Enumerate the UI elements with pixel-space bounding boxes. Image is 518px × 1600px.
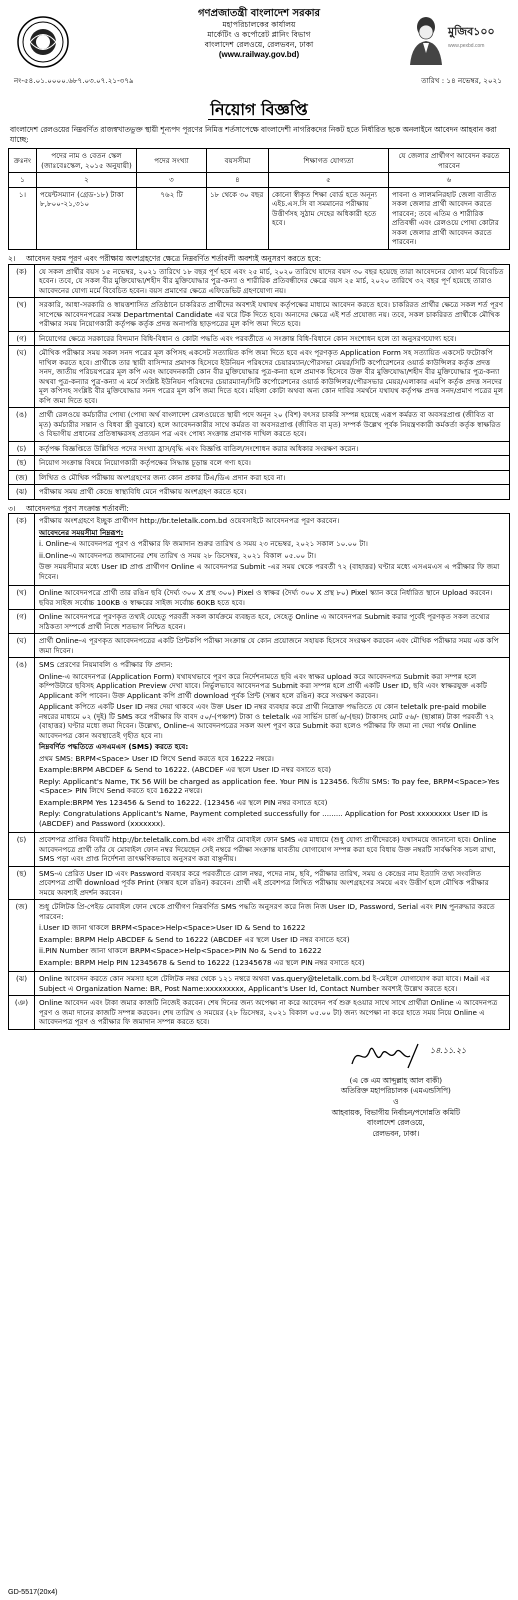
gov-title: গণপ্রজাতন্ত্রী বাংলাদেশ সরকার (198, 8, 320, 19)
condition-row (9, 331, 510, 346)
condition-text (35, 866, 510, 900)
col-number: ৩ (137, 173, 207, 188)
condition-row (9, 900, 510, 972)
condition-label: (চ) (9, 441, 35, 456)
condition-text: যে সকল প্রার্থীর বয়স ১৫ নভেম্বর, ২০২১ তারিখে ১৮ বছর পূর্ণ হবে এবং ২৫ মার্চ, ২০২০ তারিখে যাদের বয়স ৩০ বছর হয়েছে তারা আবেদনের যোগ্য মর্মে বিবেচিত হবেন। তবে, যে সকল বীর মুক্তিযোদ্ধা/শহীদ বীর মুক্তিযোদ্ধার পুত্র-কন্যা ও শারীরিক প্রতিবন্ধীদের ক্ষেত্রে বয়স ২৫ মার্চ, ২০২০ তারিখে ৩২ বছর পূর্ণ হয়েছে তারাও আবেদনের যোগ্য মর্মে বিবেচিত হবেন। বয়স প্রমাণের ক্ষেত্রে এফিডেভিট গ্রহণযোগ্য নয়। (35, 264, 510, 298)
condition-line: Online আবেদনপত্রে পূরণকৃত তথ্যই যেহেতু পরবর্তী সকল কার্যক্রমে ব্যবহৃত হবে, সেহেতু Online এ আবেদনপত্র Submit করার পূর্বেই পূরণকৃত সকল তথ্যের সঠিকতা সম্পর্কে প্রার্থী নিজে শতভাগ নিশ্চিত হবেন। (39, 612, 490, 631)
signature-block (8, 1036, 510, 1144)
signatory-details (332, 1076, 460, 1139)
logo-site: www.pexbd.com (448, 43, 485, 49)
notice-date: তারিখ : ১৪ নভেম্বর, ২০২১ (421, 76, 502, 85)
sms-instruction: ii.PIN Number জানা থাকলে BRPM<Space>Help<Space>PIN No & Send to 16222 (39, 946, 322, 956)
condition-row (9, 658, 510, 833)
table-header-row (9, 149, 510, 173)
condition-row (9, 586, 510, 610)
col-header-districts: যে জেলার প্রার্থীগণ আবেদন করতে পারবেন (389, 149, 510, 173)
table-number-row (9, 173, 510, 188)
condition-line: শুধু টেলিটক প্রি-পেইড মোবাইল ফোন থেকে প্রার্থীগণ নিম্নবর্ণিত SMS পদ্ধতি অনুসরণ করে নিজ নিজ User ID, Password, Serial এবং PIN পুনরুদ্ধার করতে পারবেন: (39, 902, 495, 921)
section-number: ২। (8, 253, 16, 263)
condition-line: আবেদনের সময়সীমা নিম্নরূপ: (39, 527, 124, 537)
condition-label: (খ) (9, 298, 35, 332)
condition-text (35, 900, 510, 972)
condition-text (35, 634, 510, 658)
condition-line: প্রার্থী Online-এ পূরণকৃত আবেদনপত্রের একটি প্রিন্টকপি পরীক্ষা সংক্রান্ত যে কোন প্রয়োজনে সহায়ক হিসেবে সংরক্ষণ করবেন এবং মৌখিক পরীক্ষার সময় এক কপি জমা দিবেন। (39, 636, 499, 655)
condition-row (9, 298, 510, 332)
condition-line: প্রবেশপত্র প্রাপ্তির বিষয়টি http://br.teletalk.com.bd এবং প্রার্থীর মোবাইল ফোন SMS এর মাধ্যমে (শুধু যোগ্য প্রার্থীদেরকে) যথাসময়ে জানানো হবে। Online আবেদনপত্রে প্রার্থী তাঁর যে মোবাইল ফোন নম্বর দিয়েছেন সেই নম্বরে পরীক্ষা সংক্রান্ত যাবতীয় যোগাযোগ সম্পন্ন করা হবে বিধায় উক্ত নম্বরটি সার্বক্ষণিক সচল রাখা, SMS পড়া এবং প্রাপ্ত নির্দেশনা তাৎক্ষণিকভাবে অনুসরণ করা বাঞ্ছনীয়। (39, 835, 497, 864)
condition-line: Applicant কপিতে একটি User ID নম্বর দেয়া থাকবে এবং উক্ত User ID নম্বর ব্যবহার করে প্রার্থী নিম্নোক্ত পদ্ধতিতে যে কোন teletalk pre-paid mobile নম্বরের মাধ্যমে ০২ (দুই) টি SMS করে পরীক্ষার ফি বাবদ ৫০/-(পঞ্চাশ) টাকা ও teletalk এর সার্ভিস চার্জ ৬/-(ছয়) টাকাসহ মোট ৫৬/- (ছাপ্পান্ন) টাকা পরবর্তী ৭২ (বাহাত্তর) ঘণ্টার মধ্যে জমা দিবেন। উল্লেখ্য, Online-এ আবেদনপত্রের সকল অংশ পূরণ করে Submit করা হলেও পরীক্ষার ফি জমা না দেয়া পর্যন্ত Online আবেদনপত্র কোন অবস্থাতেই গৃহীত হবে না। (39, 702, 495, 740)
sms-instruction: Example: BRPM Help ABCDEF & Send to 16222 (ABCDEF এর স্থলে User ID নম্বর বসাতে হবে) (39, 934, 350, 944)
cell-post: পয়েন্টসম্যান (গ্রেড-১৮) টাকা ৮,৮০০-২১,৩১০ (37, 187, 137, 249)
condition-label: (ঙ) (9, 658, 35, 833)
gd-code: GD-5517(20x4) (8, 1586, 58, 1596)
condition-line: Online-এ আবেদনপত্র (Application Form) যথাযথভাবে পূরণ করে নির্দেশনামতে ছবি এবং স্বাক্ষর upload করে আবেদনপত্র Submit করা সম্পন্ন হলে কম্পিউটারে ছবিসহ Application Preview দেখা যাবে। নির্ভুলভাবে আবেদনপত্র Submit করা সম্পন্ন হলে প্রার্থী একটি User ID, ছবি এবং স্বাক্ষরযুক্ত একটি Applicant কপি পাবেন। উক্ত Applicant কপি প্রার্থী download পূর্বক প্রিন্ট (সম্ভব হলে রঙিন) করে সংরক্ষণ করবেন। (39, 671, 487, 700)
table-row (9, 187, 510, 249)
cell-districts: পাবনা ও লালমনিরহাট জেলা ব্যতীত সকল জেলার প্রার্থী আবেদন করতে পারবেন; তবে এতিম ও শারীরিক প্রতিবন্ধী এবং রেলওয়ে পোষ্য কোটার সকল জেলার প্রার্থী আবেদন করতে পারবেন। (389, 187, 510, 249)
condition-row (9, 441, 510, 456)
notice-title-wrap (8, 99, 510, 120)
condition-line: SMS-এ প্রেরিত User ID এবং Password ব্যবহার করে পরবর্তীতে রোল নম্বর, পদের নাম, ছবি, পরীক্ষার তারিখ, সময় ও কেন্দ্রের নাম ইত্যাদি তথ্য সংবলিত প্রবেশপত্র প্রার্থী download পূর্বক Print (সম্ভব হলে রঙিন) করবেন। প্রার্থী এই প্রবেশপত্র লিখিত পরীক্ষায় অংশগ্রহণের সময়ে এবং উত্তীর্ণ হলে মৌখিক পরীক্ষার সময়ে অবশ্যই প্রদর্শন করবেন। (39, 868, 489, 897)
col-number: ৬ (389, 173, 510, 188)
signature-date: ১৪.১১.২১ (430, 1045, 467, 1055)
condition-line: SMS প্রেরণের নিয়মাবলি ও পরীক্ষার ফি প্রদান: (39, 660, 173, 670)
condition-text (35, 586, 510, 610)
cell-age: ১৮ থেকে ৩০ বছর (207, 187, 269, 249)
sms-instruction: Example: BRPM Help PIN 12345678 & Send to 16222 (12345678 এর স্থলে PIN নম্বর বসাতে হবে) (39, 957, 365, 967)
col-number: ৪ (207, 173, 269, 188)
reference-number: নং-৫৪.০১.০০০০.৬৮৭.০৩.০৭.২১-৩৭৯ (14, 76, 134, 85)
condition-row (9, 264, 510, 298)
condition-text: সরকারি, আধা-সরকারি ও স্বায়ত্তশাসিত প্রতিষ্ঠানে চাকরিরত প্রার্থীদের অবশ্যই যথাযথ কর্তৃপক্ষের মাধ্যমে আবেদন করতে হবে। চাকরিরত প্রার্থীর ক্ষেত্রে সকল শর্ত পূরণ সাপেক্ষে আবেদনপত্রের সমস্ত Departmental Candidate এর ঘরে টিক দিতে হবে। অন্যদের ক্ষেত্রে এই শর্ত প্রযোজ্য নয়। তবে, সকল চাকরিরত প্রার্থীকে মৌখিক পরীক্ষার সময় নিয়োগকারী কর্তৃপক্ষ কর্তৃক প্রদত্ত অনাপত্তি ছাড়পত্রের মূল কপি জমা দিতে হবে। (35, 298, 510, 332)
section-heading: আবেদনপত্র পূরণ সংক্রান্ত শর্তাবলী: (26, 503, 129, 513)
sms-instruction: Reply: Applicant's Name, TK 56 Will be charged as application fee. Your PIN is 123456. দ্বিতীয় SMS: To pay fee, BRPM<Space>Yes <Space> PIN লিখে Send করতে হবে 16222 নম্বরে। (39, 776, 500, 796)
posts-table (8, 148, 510, 250)
condition-label: (ছ) (9, 456, 35, 471)
condition-row (9, 408, 510, 442)
mujib100-logo (402, 11, 502, 71)
condition-text (35, 514, 510, 586)
condition-row (9, 485, 510, 500)
website: (www.railway.gov.bd) (218, 50, 300, 60)
sms-instruction: Reply: Congratulations Applicant's Name, Payment completed successfully for ......... Application for Post xxxxxxxx User ID is (ABCDEF) and Password (xxxxxxx). (39, 809, 488, 828)
portrait-icon (406, 13, 446, 65)
notice-title: নিয়োগ বিজ্ঞপ্তি (210, 100, 308, 119)
condition-text: মৌখিক পরীক্ষার সময় সকল সনদ পত্রের মূল কপিসহ একসেট সত্যায়িত কপি জমা দিতে হবে এবং পূরণকৃত Application Form সহ সত্যায়িত একসেট ফটোকপি দাখিল করতে হবে। প্রার্থীকে তার স্থায়ী বাসিন্দার প্রমাণক হিসেবে ইউনিয়ন পরিষদের চেয়ারম্যান/পৌরসভা মেয়র/সিটি কর্পোরেশনের ওয়ার্ড কাউন্সিলর কর্তৃক প্রদত্ত সনদ, জাতীয় পরিচয়পত্রের মূল কপি এবং আবেদনকারী কোন বীর মুক্তিযোদ্ধার পুত্র-কন্যা হলে প্রমাণক হিসেবে উক্ত বীর মুক্তিযোদ্ধা/শহীদ বীর মুক্তিযোদ্ধার পুত্র-কন্যা অথবা পুত্র-কন্যার পুত্র-কন্যা এ মর্মে সংশ্লিষ্ট ইউনিয়ন পরিষদের চেয়ারম্যান/সিটি কর্পোরেশনের ওয়ার্ড কাউন্সিলর/পৌরসভার মেয়র/এলাকার এমপি কর্তৃক প্রদত্ত সনদের মূল কপিসহ সংশ্লিষ্ট বীর মুক্তিযোদ্ধার সনদ পত্রের মূল কপি জমা দিতে হবে। মহিলা কোটা অথবা অন্য কোন দাবির সমর্থনে যথাযথ কর্তৃপক্ষ প্রদত্ত সনদ/প্রমাণ পত্রের মূল কপি জমা দিতে হবে। (35, 346, 510, 408)
col-number: ২ (37, 173, 137, 188)
condition-line: Online আবেদন করতে কোন সমস্যা হলে টেলিটক নম্বর থেকে ১২১ নম্বরে অথবা vas.query@teletalk.com.bd ই-মেইলে যোগাযোগ করা যাবে। Mail এর Subject এ Organization Name: BR, Post Name:xxxxxxxxx, Applicant's User Id, Contact Number অবশ্যই উল্লেখ করতে হবে। (39, 974, 490, 993)
cell-qualification: কোনো স্বীকৃত শিক্ষা বোর্ড হতে অনূন্য এইচ.এস.সি বা সমমানের পরীক্ষায় উত্তীর্ণসহ সুঠাম দেহের অধিকারী হতে হবে। (269, 187, 389, 249)
condition-label: (ঞ) (9, 996, 35, 1030)
signatory-office: বাংলাদেশ রেলওয়ে, (367, 1118, 425, 1128)
col-header-qualification: শিক্ষাগত যোগ্যতা (269, 149, 389, 173)
condition-row (9, 972, 510, 996)
signatory-designation: অতিরিক্ত মহাপরিচালক (এমএন্ডসিপি) (340, 1086, 451, 1096)
condition-label: (জ) (9, 900, 35, 972)
condition-label: (ক) (9, 514, 35, 586)
condition-row (9, 456, 510, 471)
col-number: ৫ (269, 173, 389, 188)
condition-row (9, 470, 510, 485)
sms-instruction: প্রথম SMS: BRPM<Space> User ID লিখে Send করতে হবে 16222 নম্বরে। (39, 753, 274, 763)
condition-label: (ঙ) (9, 408, 35, 442)
signatory-committee: আহবায়ক, বিভাগীয় নির্বাচন/পদোন্নতি কমিটি (331, 1107, 460, 1117)
office-name: মহাপরিচালকের কার্যালয় (222, 20, 296, 30)
sms-instruction: Example:BRPM Yes 123456 & Send to 16222. (123456 এর স্থলে PIN নম্বর বসাতে হবে) (39, 797, 328, 807)
cell-count: ৭৬২ টি (137, 187, 207, 249)
letterhead (8, 7, 510, 119)
condition-text: লিখিত ও মৌখিক পরীক্ষায় অংশগ্রহণের জন্য কোন প্রকার টিএ/ডিএ প্রদান করা হবে না। (35, 470, 510, 485)
col-header-count: পদের সংখ্যা (137, 149, 207, 173)
col-number: ১ (9, 173, 37, 188)
condition-label: (গ) (9, 610, 35, 634)
condition-line: Online আবেদন এবং টাকা জমার কাজটি নিজেই করবেন। শেষ দিনের জন্য অপেক্ষা না করে আবেদন পর্ব শুরু হওয়ার সাথে সাথে প্রার্থীরা Online এ আবেদনপত্র পূরণ ও জমা দানের কাজটি সম্পন্ন করবেন। শেষ তারিখ ও সময়ের (২৮ ডিসেম্বর, ২০২১ বিকাল ০৫.০০ টা) জন্য অপেক্ষা না করে হাতে সময় নিয়ে Online এ আবেদনপত্র পূরণ ও পরীক্ষার ফি জমাদান সম্পন্ন করতে হবে। (39, 998, 498, 1027)
condition-text: কর্তৃপক্ষ বিজ্ঞপ্তিতে উল্লিখিত পদের সংখ্যা হ্রাস/বৃদ্ধি এবং বিজ্ঞপ্তি বাতিল/সংশোধন করার অধিকার সংরক্ষণ করেন। (35, 441, 510, 456)
condition-line: Online আবেদনপত্রে প্রার্থী তার রঙিন ছবি (দৈর্ঘ্য ৩০০ X প্রস্থ ৩০০) Pixel ও স্বাক্ষর (দৈর্ঘ্য ৩০০ X প্রস্থ ৮০) Pixel স্ক্যান করে নির্ধারিত স্থানে Upload করবেন। ছবির সাইজ সর্বোচ্চ 100KB ও স্বাক্ষরের সাইজ সর্বোচ্চ 60KB হতে হবে। (39, 588, 493, 607)
condition-text (35, 833, 510, 867)
condition-line: i. Online-এ আবেদনপত্র পূরণ ও পরীক্ষার ফি জমাদান শুরুর তারিখ ও সময় ২৩ নভেম্বর, ২০২১ সকাল ১০.০০ টা। (39, 539, 368, 549)
condition-text (35, 658, 510, 833)
condition-line: ii.Online-এ আবেদনপত্র জমাদানের শেষ তারিখ ও সময় ২৮ ডিসেম্বর, ২০২১ বিকাল ০৫.০০ টা। (39, 550, 317, 560)
reference-line (14, 76, 502, 86)
mujib100-text: মুজিব১০০ (448, 25, 495, 38)
intro-paragraph: বাংলাদেশ রেলওয়ের নিম্নবর্ণিত রাজস্বখাতভুক্ত স্থায়ী শূন্যপদ পূরণের নিমিত্ত শর্তসাপেক্ষে বাংলাদেশী নাগরিকদের নিকট হতে নির্ধারিত ছকে অনলাইনে আবেদন আহবান করা যাচ্ছে: (10, 125, 497, 144)
signatory-place: রেলভবন, ঢাকা। (372, 1128, 420, 1138)
signatory-name: (এ কে এম আব্দুল্লাহ আল বাকী) (349, 1075, 443, 1085)
condition-row (9, 833, 510, 867)
section-heading: আবেদন ফরম পূরণ এবং পরীক্ষায় অংশগ্রহণের ক্ষেত্রে নিম্নবর্ণিত শর্তাবলী অবশ্যই অনুসরণ করতে হবে: (26, 253, 322, 263)
section-3-conditions (8, 513, 510, 1030)
condition-row (9, 866, 510, 900)
col-header-sl: ক্রঃনং (9, 149, 37, 173)
condition-line: পরীক্ষায় অংশগ্রহণে ইচ্ছুক প্রার্থীগণ http://br.teletalk.com.bd ওয়েবসাইটে আবেদনপত্র পূরণ করবেন। (39, 516, 340, 526)
section-2-heading (8, 254, 510, 264)
sms-instruction: i.User ID জানা থাকলে BRPM<Space>Help<Space>User ID & Send to 16222 (39, 923, 306, 933)
condition-text: নিয়োগ সংক্রান্ত বিষয়ে নিয়োগকারী কর্তৃপক্ষের সিদ্ধান্ত চূড়ান্ত বলে গণ্য হবে। (35, 456, 510, 471)
condition-line: নিম্নবর্ণিত পদ্ধতিতে এসএমএস (SMS) করতে হবে: (39, 742, 189, 752)
section-3-heading (8, 504, 510, 514)
department-name: মার্কেটিং ও কর্পোরেট প্লানিং বিভাগ (207, 30, 311, 40)
condition-line: উক্ত সময়সীমার মধ্যে User ID প্রাপ্ত প্রার্থীগণ Online এ আবেদনপত্র Submit -এর সময় থেকে পরবর্তী ৭২ (বাহাত্তর) ঘণ্টার মধ্যে এসএমএস এ পরীক্ষার ফি জমা দিবেন। (39, 562, 500, 581)
office-address: বাংলাদেশ রেলওয়ে, রেলভবন, ঢাকা (204, 40, 314, 50)
condition-label: (ক) (9, 264, 35, 298)
condition-text: নিয়োগের ক্ষেত্রে সরকারের বিদ্যমান বিধি-বিধান ও কোটা পদ্ধতি এবং পরবর্তীতে এ সংক্রান্ত বিধি-বিধানে কোন সংশোধন হলে তা অনুসরণযোগ্য হবে। (35, 331, 510, 346)
condition-label: (জ) (9, 470, 35, 485)
condition-text: প্রার্থী রেলওয়ে কর্মচারীর পোষ্য (পোষ্য অর্থ বাংলাদেশ রেলওয়েতে স্থায়ী পদে অনূন ২০ (বিশ) বৎসর চাকরি সম্পন্ন হয়েছে এরূপ কর্মরত বা অবসরপ্রাপ্ত (জীবিত বা মৃত) কর্মচারীর সন্তান ও বিধবা স্ত্রী বুঝাবে) হলে আবেদনকারীর সাথে কর্মরত বা অবসরপ্রাপ্ত (জীবিত বা মৃত) সম্পর্ক উল্লেখ পূর্বক নিয়ন্ত্রণকারী কর্মকর্তা কর্তৃক স্বাক্ষরিত ও বিভাগীয় প্রধানের প্রতিস্বাক্ষরসহ প্রত্যয়ন পত্র এবং পোষ্য সংক্রান্ত প্রমাণক দাখিল করতে হবে। (35, 408, 510, 442)
condition-text (35, 972, 510, 996)
col-header-post: পদের নাম ও বেতন স্কেল (জাঃবেঃস্কেল, ২০১৫ অনুযায়ী) (37, 149, 137, 173)
sms-instruction: Example:BRPM ABCDEF & Send to 16222. (ABCDEF এর স্থলে User ID নম্বর বসাতে হবে) (39, 765, 332, 775)
condition-label: (ঝ) (9, 485, 35, 500)
col-header-age: বয়সসীমা (207, 149, 269, 173)
condition-label: (গ) (9, 331, 35, 346)
condition-label: (ঘ) (9, 634, 35, 658)
condition-row (9, 514, 510, 586)
condition-row (9, 610, 510, 634)
section-number: ৩। (8, 503, 16, 513)
condition-label: (চ) (9, 833, 35, 867)
condition-text (35, 996, 510, 1030)
condition-label: (ঘ) (9, 346, 35, 408)
signatory-role-connector: ও (393, 1096, 399, 1106)
section-2-conditions (8, 264, 510, 500)
condition-label: (খ) (9, 586, 35, 610)
condition-row (9, 346, 510, 408)
government-emblem-icon (16, 15, 70, 69)
condition-text (35, 610, 510, 634)
condition-row (9, 996, 510, 1030)
cell-sl: ১। (9, 187, 37, 249)
condition-label: (ঝ) (9, 972, 35, 996)
condition-row (9, 634, 510, 658)
condition-text: পরীক্ষায় সময় প্রার্থী কেন্দ্রে স্বাস্থ্যবিধি মেনে পরীক্ষায় অংশগ্রহণ করতে হবে। (35, 485, 510, 500)
condition-label: (ছ) (9, 866, 35, 900)
